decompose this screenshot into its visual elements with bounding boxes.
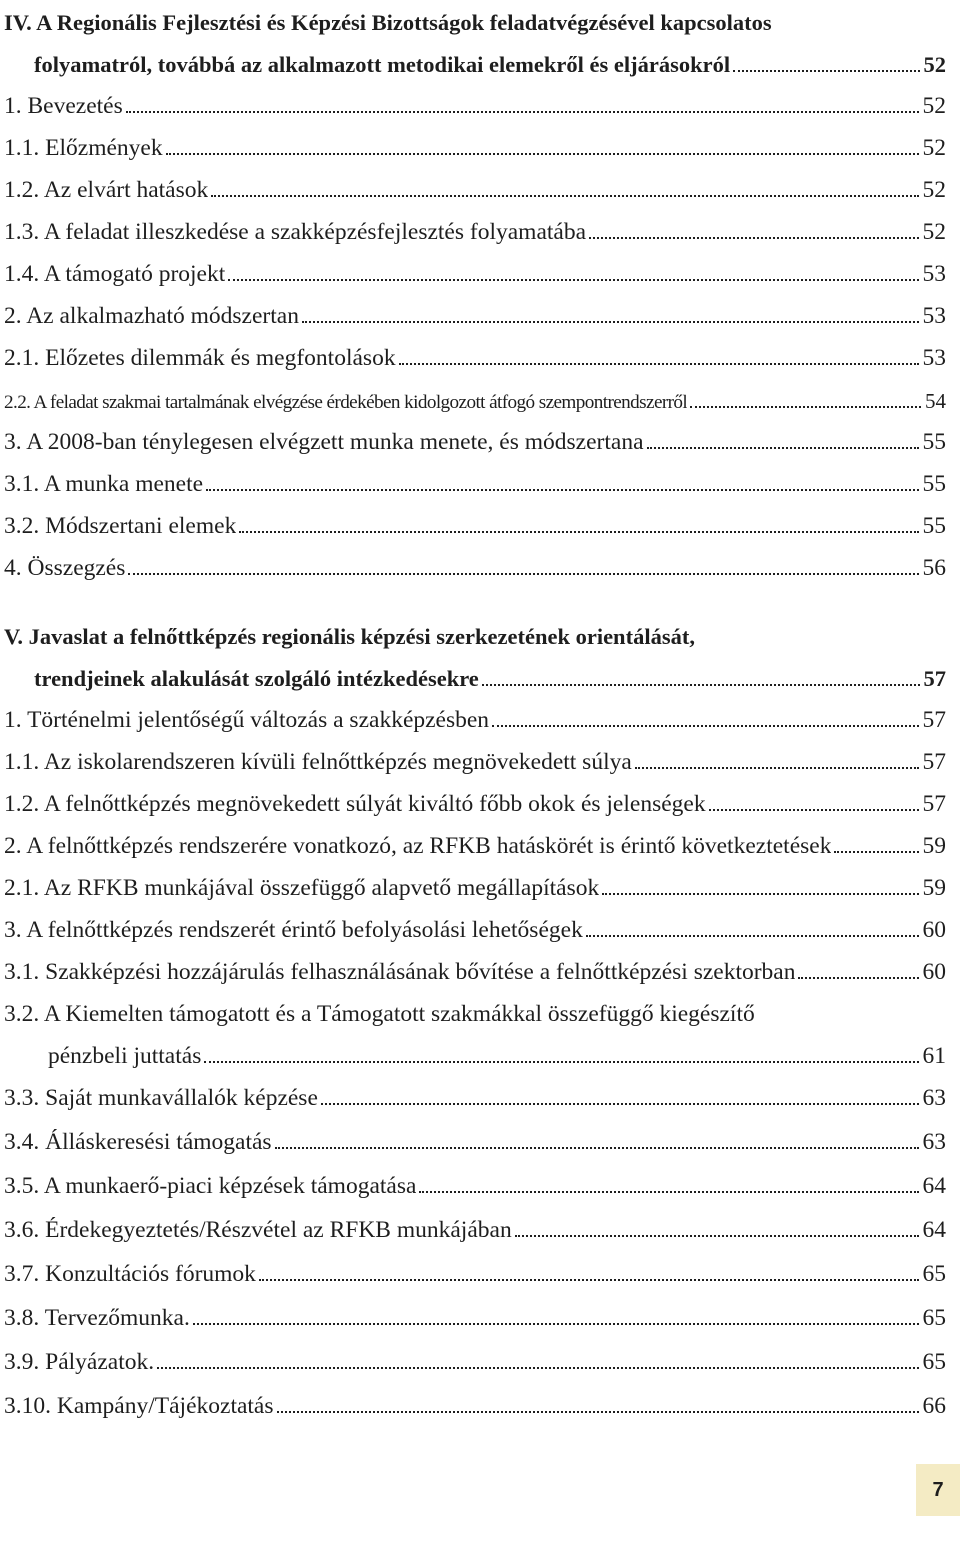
toc-line	[4, 1217, 946, 1244]
toc-entry-title: 3.6. Érdekegyeztetés/Részvétel az RFKB munkájában	[4, 1217, 512, 1243]
toc-entry-title: 3.3. Saját munkavállalók képzése	[4, 1085, 318, 1111]
toc-entry[interactable]	[4, 168, 946, 212]
toc-entry-title: 1.4. A támogató projekt	[4, 261, 226, 287]
toc-line	[4, 624, 695, 650]
toc-line	[4, 261, 946, 288]
toc-line	[4, 303, 946, 330]
toc-page-number: 54	[925, 389, 946, 413]
toc-entry[interactable]	[4, 0, 946, 44]
toc-line	[4, 1173, 946, 1200]
toc-page-number: 64	[922, 1217, 946, 1243]
dot-leader	[733, 70, 919, 72]
dot-leader	[709, 809, 919, 811]
dot-leader	[275, 1147, 919, 1149]
toc-line	[4, 833, 946, 860]
toc-entry-title: V. Javaslat a felnőttképzés regionális képzési szerkezetének orientálását,	[4, 624, 695, 649]
toc-entry[interactable]	[4, 336, 946, 380]
toc-page-number: 55	[922, 471, 946, 497]
toc-page-number: 59	[922, 875, 946, 901]
toc-page-number: 52	[922, 177, 946, 203]
toc-line	[4, 1001, 755, 1028]
toc-entry-title: 3.5. A munkaerő-piaci képzések támogatása	[4, 1173, 417, 1199]
toc-page-number: 52	[922, 93, 946, 119]
toc-entry-title: 3.10. Kampány/Tájékoztatás	[4, 1393, 274, 1419]
toc-entry-title: 1.2. A felnőttképzés megnövekedett súlyát kiváltó főbb okok és jelenségek	[4, 791, 706, 817]
toc-line	[4, 707, 946, 734]
toc-line	[4, 389, 946, 414]
toc-page-number: 52	[923, 52, 946, 77]
toc-entry[interactable]	[4, 992, 946, 1036]
toc-entry[interactable]	[4, 1034, 946, 1078]
toc-line	[4, 791, 946, 818]
dot-leader	[515, 1235, 919, 1237]
toc-page-number: 59	[922, 833, 946, 859]
toc-line	[4, 917, 946, 944]
page-number-badge	[916, 1464, 960, 1516]
toc-entry[interactable]	[4, 294, 946, 338]
dot-leader	[419, 1191, 918, 1193]
toc-entry[interactable]	[4, 42, 946, 86]
toc-entry-title: 3.1. Szakképzési hozzájárulás felhasználásának bővítése a felnőttképzési szektorban	[4, 959, 796, 985]
toc-entry[interactable]	[4, 84, 946, 128]
toc-entry[interactable]	[4, 950, 946, 994]
dot-leader	[259, 1279, 919, 1281]
toc-entry-title: 2.1. Előzetes dilemmák és megfontolások	[4, 345, 396, 371]
toc-page-number: 52	[922, 219, 946, 245]
toc-entry[interactable]	[4, 782, 946, 826]
toc-line	[4, 666, 946, 692]
toc-line	[4, 1393, 946, 1420]
toc-entry-title: pénzbeli juttatás	[48, 1043, 202, 1069]
toc-entry[interactable]	[4, 698, 946, 742]
toc-page-number: 65	[922, 1261, 946, 1287]
toc-line	[4, 513, 946, 540]
toc-entry-title: 3.2. Módszertani elemek	[4, 513, 237, 539]
dot-leader	[798, 977, 918, 979]
toc-line	[4, 471, 946, 498]
toc-entry[interactable]	[4, 1252, 946, 1296]
toc-entry[interactable]	[4, 1208, 946, 1252]
toc-entry-title: 3. A felnőttképzés rendszerét érintő befolyásolási lehetőségek	[4, 917, 583, 943]
toc-entry-title: trendjeinek alakulását szolgáló intézkedésekre	[34, 666, 479, 691]
toc-entry[interactable]	[4, 1076, 946, 1120]
toc-entry[interactable]	[4, 1384, 946, 1428]
toc-entry[interactable]	[4, 546, 946, 590]
dot-leader	[128, 573, 918, 575]
toc-line	[4, 135, 946, 162]
toc-entry[interactable]	[4, 1296, 946, 1340]
toc-entry[interactable]	[4, 1120, 946, 1164]
toc-entry-title: 2. Az alkalmazható módszertan	[4, 303, 299, 329]
toc-entry-title: 2.1. Az RFKB munkájával összefüggő alapvető megállapítások	[4, 875, 600, 901]
toc-page-number: 52	[922, 135, 946, 161]
dot-leader	[126, 111, 919, 113]
dot-leader	[302, 321, 919, 323]
toc-entry-title: 4. Összegzés	[4, 555, 126, 581]
toc-entry[interactable]	[4, 210, 946, 254]
toc-page-number: 65	[922, 1349, 946, 1375]
toc-page-number: 66	[922, 1393, 946, 1419]
toc-entry[interactable]	[4, 908, 946, 952]
dot-leader	[635, 767, 919, 769]
toc-page-number: 55	[922, 513, 946, 539]
toc-entry-title: 3. A 2008-ban ténylegesen elvégzett munka menete, és módszertana	[4, 429, 644, 455]
toc-entry[interactable]	[4, 252, 946, 296]
dot-leader	[399, 363, 919, 365]
toc-line	[4, 345, 946, 372]
dot-leader	[204, 1061, 918, 1063]
toc-page-number: 55	[922, 429, 946, 455]
toc-entry-title: 1. Bevezetés	[4, 93, 123, 119]
toc-entry-title: folyamatról, továbbá az alkalmazott metodikai elemekről és eljárásokról	[34, 52, 731, 77]
toc-entry[interactable]	[4, 1164, 946, 1208]
toc-entry[interactable]	[4, 504, 946, 548]
dot-leader	[206, 489, 918, 491]
toc-entry[interactable]	[4, 656, 946, 700]
toc-entry-title: 3.7. Konzultációs fórumok	[4, 1261, 256, 1287]
toc-page-number: 64	[922, 1173, 946, 1199]
toc-line	[4, 959, 946, 986]
dot-leader	[211, 195, 918, 197]
toc-page-number: 60	[922, 959, 946, 985]
toc-page-number: 57	[923, 666, 946, 691]
dot-leader	[239, 531, 918, 533]
toc-entry-title: 3.9. Pályázatok.	[4, 1349, 155, 1375]
toc-page-number: 63	[922, 1085, 946, 1111]
toc-line	[4, 177, 946, 204]
toc-page-number: 53	[922, 261, 946, 287]
toc-line	[4, 875, 946, 902]
toc-page-number: 53	[922, 303, 946, 329]
dot-leader	[492, 725, 918, 727]
toc-line	[4, 749, 946, 776]
toc-entry[interactable]	[4, 740, 946, 784]
toc-line	[4, 1261, 946, 1288]
dot-leader	[602, 893, 918, 895]
toc-entry[interactable]	[4, 126, 946, 170]
toc-page-number: 61	[922, 1043, 946, 1069]
toc-page-number: 57	[922, 749, 946, 775]
toc-page-number: 60	[922, 917, 946, 943]
dot-leader	[321, 1103, 919, 1105]
dot-leader	[589, 237, 918, 239]
dot-leader	[690, 406, 921, 408]
toc-entry-title: 1. Történelmi jelentőségű változás a szakképzésben	[4, 707, 490, 733]
dot-leader	[228, 279, 918, 281]
dot-leader	[482, 684, 920, 686]
toc-line	[4, 1305, 946, 1332]
toc-line	[4, 1129, 946, 1156]
dot-leader	[193, 1323, 919, 1325]
toc-line	[4, 1043, 946, 1070]
dot-leader	[157, 1367, 918, 1369]
toc-line	[4, 52, 946, 78]
toc-line	[4, 219, 946, 246]
toc-entry[interactable]	[4, 1340, 946, 1384]
toc-entry-title: 1.1. Előzmények	[4, 135, 163, 161]
toc-page-number: 56	[922, 555, 946, 581]
toc-entry-title: IV. A Regionális Fejlesztési és Képzési Bizottságok feladatvégzésével kapcsolatos	[4, 10, 772, 35]
toc-entry-title: 1.2. Az elvárt hatások	[4, 177, 209, 203]
toc-entry-title: 3.1. A munka menete	[4, 471, 204, 497]
page-number: 7	[932, 1478, 944, 1501]
dot-leader	[166, 153, 919, 155]
toc-page-number: 53	[922, 345, 946, 371]
dot-leader	[277, 1411, 919, 1413]
dot-leader	[586, 935, 919, 937]
toc-entry-title: 2.2. A feladat szakmai tartalmának elvégzése érdekében kidolgozott átfogó szempontrendszerről	[4, 392, 688, 413]
dot-leader	[647, 447, 919, 449]
dot-leader	[834, 851, 918, 853]
toc-entry-title: 3.4. Álláskeresési támogatás	[4, 1129, 272, 1155]
toc-entry[interactable]	[4, 614, 946, 658]
toc-entry-title: 3.2. A Kiemelten támogatott és a Támogatott szakmákkal összefüggő kiegészítő	[4, 1001, 755, 1027]
toc-entry-title: 2. A felnőttképzés rendszerére vonatkozó, az RFKB hatáskörét is érintő következtetések	[4, 833, 832, 859]
toc-entry[interactable]	[4, 824, 946, 868]
toc-entry[interactable]	[4, 866, 946, 910]
toc-page-number: 57	[922, 707, 946, 733]
toc-line	[4, 93, 946, 120]
toc-page-number: 57	[922, 791, 946, 817]
toc-line	[4, 10, 772, 36]
toc-entry-title: 1.3. A feladat illeszkedése a szakképzésfejlesztés folyamatába	[4, 219, 587, 245]
toc-line	[4, 1349, 946, 1376]
toc-page-number: 65	[922, 1305, 946, 1331]
toc-entry-title: 3.8. Tervezőmunka.	[4, 1305, 190, 1331]
toc-entry[interactable]	[4, 378, 946, 422]
toc-entry[interactable]	[4, 420, 946, 464]
toc-page-number: 63	[922, 1129, 946, 1155]
toc-entry[interactable]	[4, 462, 946, 506]
toc-line	[4, 555, 946, 582]
toc-line	[4, 1085, 946, 1112]
toc-entry-title: 1.1. Az iskolarendszeren kívüli felnőttképzés megnövekedett súlya	[4, 749, 632, 775]
toc-line	[4, 429, 946, 456]
